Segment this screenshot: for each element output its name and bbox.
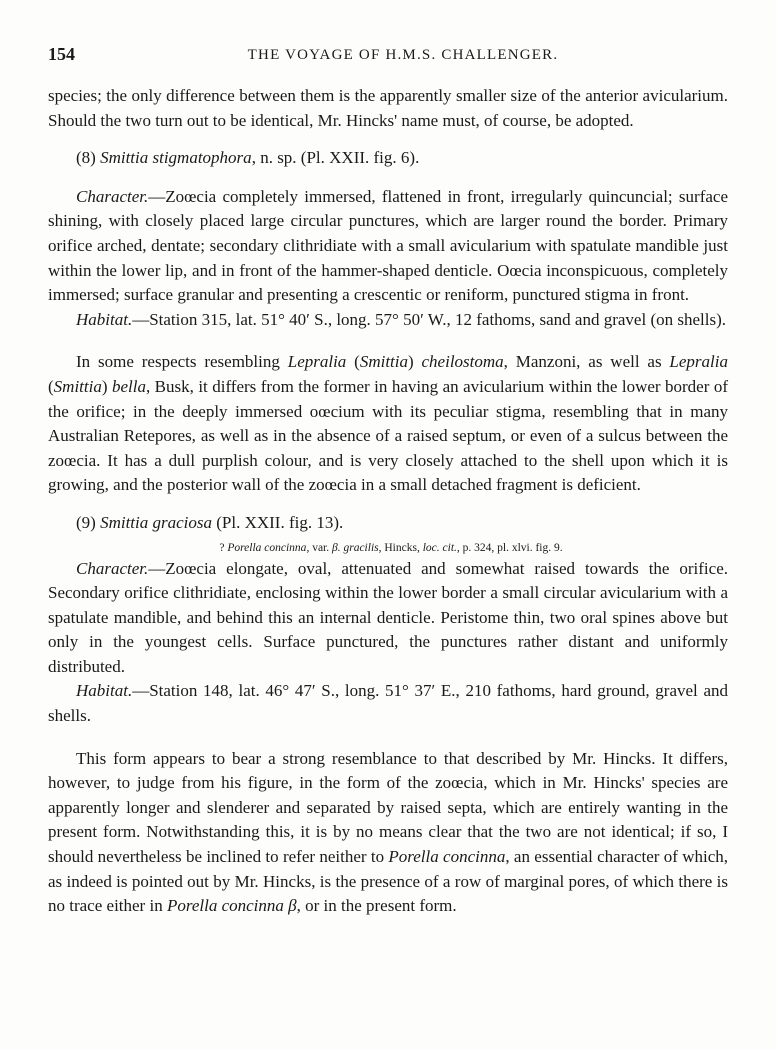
- character-label: Character.: [76, 186, 149, 206]
- running-header: [48, 42, 728, 66]
- page-number: 154: [48, 44, 75, 64]
- text-run: , or in the present form.: [296, 896, 457, 916]
- text-run: , var.: [306, 541, 332, 554]
- species-heading-9: [48, 511, 728, 536]
- text-run: , p. 324, pl. xlvi. fig. 9.: [456, 541, 563, 554]
- species-number: (8): [76, 148, 96, 168]
- taxon-name: bella: [111, 376, 146, 396]
- text-run: (: [346, 352, 360, 372]
- habitat-text: —Station 148, lat. 46° 47′ S., long. 51° 37′ E., 210 fathoms, hard ground, gravel and shells.: [48, 681, 728, 726]
- taxon-name: Lepralia: [287, 352, 347, 372]
- species-number: (9): [76, 512, 96, 532]
- character-paragraph-8: [48, 185, 728, 308]
- taxon-name: Lepralia: [669, 352, 728, 372]
- text-run: In some respects resembling: [76, 352, 288, 372]
- taxon-name: Smittia: [53, 376, 102, 396]
- text-run: ): [101, 376, 112, 396]
- character-paragraph-9: [48, 557, 728, 680]
- discussion-paragraph-8: [48, 350, 728, 498]
- discussion-paragraph-9: [48, 747, 728, 919]
- text-run: ): [407, 352, 422, 372]
- character-label: Character.: [76, 558, 149, 578]
- habitat-label: Habitat.: [76, 309, 133, 329]
- text-run: , Busk, it differs from the former in having an avicularium within the lower border of the orifice; in the deeply immersed oœcium with its peculiar stigma, resembling that in many Australian Retepores, as well as in the absence of a raised septum, or even of a sulcus between the zoœcia. It has a dull purplish colour, and is very closely attached to the shell upon which it is growing, and the posterior wall of the zoœcia in a small detached fragment is deficient.: [48, 376, 728, 495]
- species-reference: , n. sp. (Pl. XXII. fig. 6).: [251, 148, 420, 168]
- text-run: , Manzoni, as well as: [503, 352, 670, 372]
- text-run: This form appears to bear a strong resemblance to that described by Mr. Hincks. It differs, however, to judge from his figure, in the form of the zoœcia, which in Mr. Hincks' species are apparently longer and slenderer and separated by raised septa, which are entirely wanting in the present form. Notwithstanding this, it is by no means clear that the two are not identical; if so, I should nevertheless be inclined to refer neither to: [48, 748, 728, 867]
- body-text: [48, 84, 728, 919]
- continuation-paragraph: species; the only difference between them is the apparently smaller size of the anterior avicularium. Should the two turn out to be identical, Mr. Hincks' name must, of course, be adopted.: [48, 86, 728, 130]
- citation-abbrev: loc. cit.: [422, 541, 457, 554]
- species-name: Smittia graciosa: [100, 512, 212, 532]
- taxon-name: cheilostoma: [421, 352, 504, 372]
- habitat-text: —Station 315, lat. 51° 40′ S., long. 57° 50′ W., 12 fathoms, sand and gravel (on shells).: [132, 309, 726, 329]
- character-text: —Zoœcia elongate, oval, attenuated and somewhat raised towards the orifice. Secondary orifice clithridiate, enclosing within the lower border a small circular avicularium with a spatulate mandible, and behind this an internal denticle. Peristome thin, two oral spines above but only in the youngest cells. Surface punctured, the punctures rather distant and uniformly distributed.: [48, 558, 728, 676]
- taxon-name: Porella concinna β: [166, 896, 297, 916]
- taxon-name: Smittia: [359, 352, 408, 372]
- synonymy-line: [48, 539, 728, 557]
- text-run: , an essential character of which, as indeed is pointed out by Mr. Hincks, is the presence of a row of marginal pores, of which there is no trace either in: [48, 847, 728, 916]
- taxon-name: β. gracilis: [332, 541, 379, 554]
- habitat-label: Habitat.: [76, 681, 133, 701]
- taxon-name: Porella concinna: [388, 847, 506, 867]
- text-run: , Hincks,: [378, 541, 423, 554]
- character-text: —Zoœcia completely immersed, flattened in front, irregularly quincuncial; surface shining, with closely placed large circular punctures, which are larger round the border. Primary orifice arched, dentate; secondary clithridiate with a small avicularium with spatulate mandible just within the lower lip, and in front of the hammer-shaped denticle. Oœcia inconspicuous, completely immersed; surface granular and presenting a crescentic or reniform, punctured stigma in front.: [48, 186, 728, 305]
- species-heading-8: [48, 146, 728, 171]
- taxon-name: Porella concinna: [227, 541, 307, 554]
- species-reference: (Pl. XXII. fig. 13).: [212, 512, 344, 532]
- habitat-paragraph-9: [48, 679, 728, 728]
- habitat-paragraph-8: [48, 308, 728, 333]
- text-run: (: [48, 376, 54, 396]
- species-name: Smittia stigmatophora: [100, 148, 252, 168]
- query-mark: ?: [219, 541, 225, 554]
- running-title: THE VOYAGE OF H.M.S. CHALLENGER.: [247, 47, 559, 63]
